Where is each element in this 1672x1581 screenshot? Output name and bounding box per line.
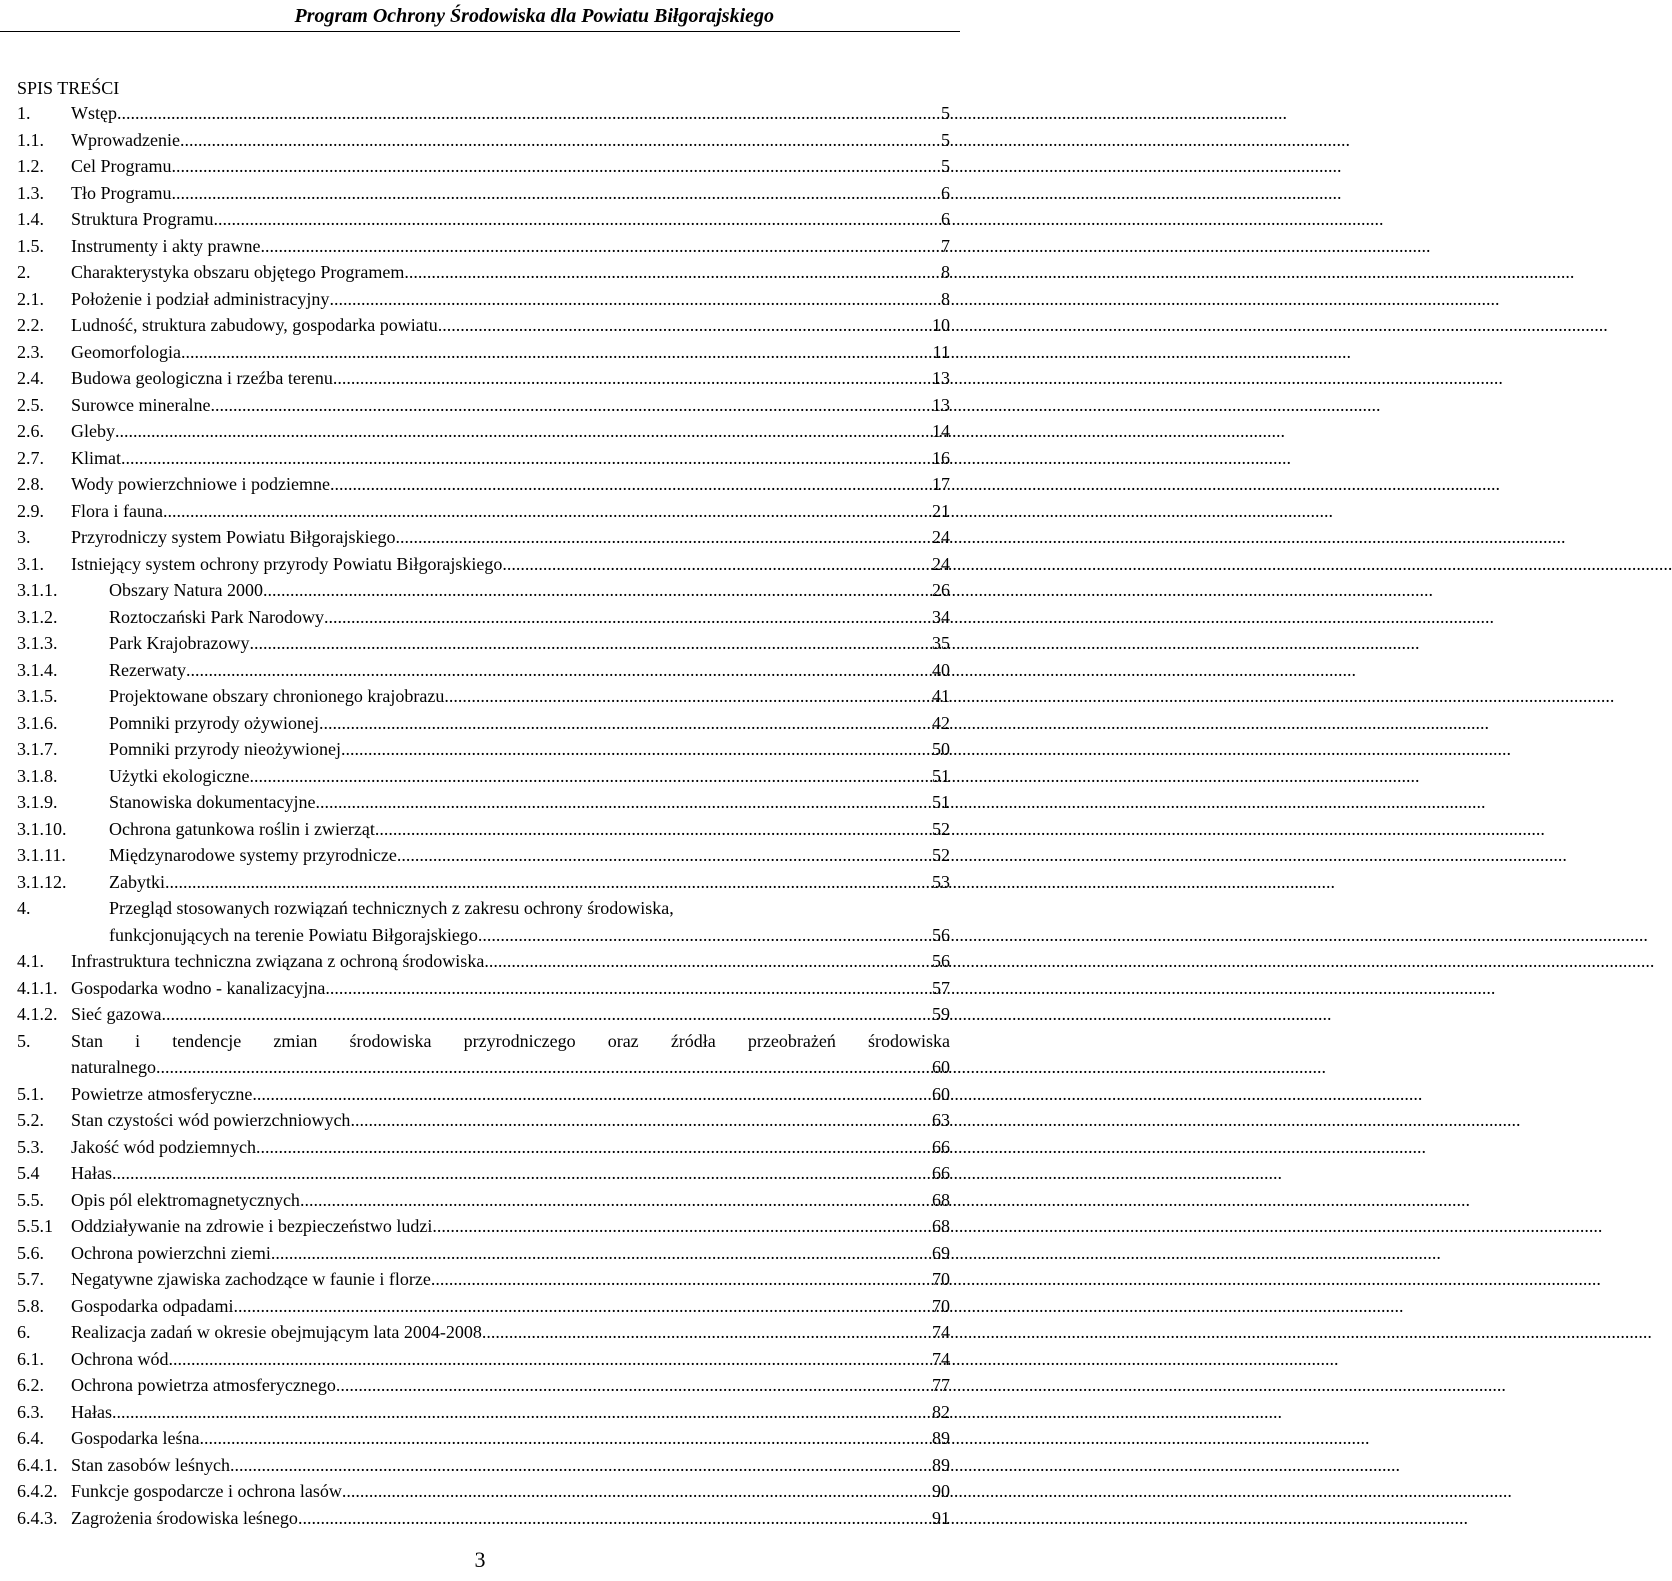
toc-entry[interactable]	[17, 524, 950, 551]
toc-entry-number: 6.2.	[17, 1375, 44, 1395]
toc-entry-title-continued: naturalnego	[71, 1057, 156, 1077]
toc-entry-page: 63	[932, 1110, 950, 1130]
toc-leader-dots	[172, 153, 940, 180]
toc-entry[interactable]	[17, 1081, 950, 1108]
toc-entry-number: 4.1.1.	[17, 977, 58, 998]
toc-entry-title: Rezerwaty	[109, 659, 186, 680]
toc-leader-dots	[271, 1240, 930, 1267]
toc-entry-page: 66	[932, 1136, 950, 1157]
toc-entry[interactable]	[17, 418, 950, 445]
toc-leader-dots	[256, 1134, 930, 1161]
toc-entry-title: Charakterystyka obszaru objętego Programem	[71, 262, 405, 282]
toc-entry-number: 6.4.1.	[17, 1454, 58, 1475]
toc-entry-page: 60	[932, 1083, 950, 1104]
toc-leader-dots	[341, 736, 930, 763]
toc-entry[interactable]	[17, 630, 950, 657]
toc-entry-number: 3.1.	[17, 553, 44, 574]
toc-leader-dots	[165, 869, 930, 896]
toc-entry-number: 3.1.7.	[17, 739, 58, 759]
toc-entry[interactable]	[17, 710, 950, 737]
toc-entry-page: 69	[932, 1242, 950, 1263]
toc-leader-dots	[115, 418, 930, 445]
toc-entry[interactable]	[17, 1001, 950, 1028]
toc-entry[interactable]	[17, 1319, 950, 1346]
toc-entry-title: Pomniki przyrody nieożywionej	[109, 739, 341, 759]
toc-entry-page: 50	[932, 739, 950, 759]
toc-leader-dots	[395, 524, 930, 551]
toc-entry-title: Tło Programu	[71, 182, 172, 203]
toc-entry[interactable]	[17, 895, 950, 948]
toc-leader-dots	[249, 763, 930, 790]
toc-leader-dots	[325, 975, 930, 1002]
toc-entry-page: 56	[932, 924, 950, 945]
toc-leader-dots	[121, 445, 930, 472]
toc-leader-dots	[375, 816, 930, 843]
toc-entry-page: 14	[932, 421, 950, 441]
toc-entry-page: 51	[932, 765, 950, 786]
toc-entry[interactable]	[17, 339, 950, 366]
toc-leader-dots	[404, 259, 939, 286]
page-number: 3	[474, 1547, 486, 1572]
toc-entry-title: Ochrona gatunkowa roślin i zwierząt	[109, 818, 375, 839]
toc-entry-title: Park Krajobrazowy	[109, 633, 250, 653]
toc-entry-title-continued: funkcjonujących na terenie Powiatu Biłgorajskiego	[109, 924, 478, 945]
toc-entry[interactable]	[17, 1478, 950, 1505]
toc-entry-number: 3.1.10.	[17, 818, 67, 839]
toc-entry-page: 24	[932, 553, 950, 574]
toc-entry[interactable]	[17, 1346, 950, 1373]
toc-entry-title: Surowce mineralne	[71, 394, 211, 415]
toc-entry[interactable]	[17, 1425, 950, 1452]
toc-entry-title: Powietrze atmosferyczne	[71, 1083, 253, 1104]
toc-entry-number: 5.	[17, 1030, 31, 1051]
toc-entry-page: 91	[932, 1507, 950, 1528]
toc-leader-dots	[431, 1266, 930, 1293]
toc-entry[interactable]	[17, 657, 950, 684]
toc-entry-number: 2.4.	[17, 368, 44, 388]
toc-entry-title: Pomniki przyrody ożywionej	[109, 712, 319, 733]
toc-entry-title: Położenie i podział administracyjny	[71, 288, 330, 309]
toc-entry-page: 13	[932, 368, 950, 388]
toc-leader-dots	[249, 630, 930, 657]
toc-entry-page: 51	[932, 792, 950, 812]
toc-entry-title: Klimat	[71, 447, 121, 468]
toc-entry[interactable]	[17, 577, 950, 604]
toc-entry-number: 5.7.	[17, 1269, 44, 1289]
toc-entry-page: 66	[932, 1163, 950, 1183]
toc-entry[interactable]	[17, 153, 950, 180]
toc-entry-number: 1.3.	[17, 182, 44, 203]
toc-entry-page: 11	[932, 341, 950, 362]
toc-leader-dots	[181, 339, 931, 366]
toc-entry-page: 5	[941, 103, 950, 123]
toc-entry-page: 74	[932, 1348, 950, 1369]
toc-entry-number: 5.2.	[17, 1110, 44, 1130]
toc-entry-title: Stanowiska dokumentacyjne	[109, 792, 316, 812]
toc-entry[interactable]	[17, 551, 950, 578]
toc-entry-number: 2.1.	[17, 288, 44, 309]
toc-leader-dots	[230, 1452, 930, 1479]
toc-leader-dots	[186, 657, 930, 684]
toc-entry-title: Oddziaływanie na zdrowie i bezpieczeństwo ludzi	[71, 1216, 433, 1236]
toc-entry-number: 5.5.1	[17, 1216, 53, 1236]
toc-entry-number: 2.5.	[17, 394, 44, 415]
toc-entry-title: Obszary Natura 2000	[109, 580, 263, 600]
toc-leader-dots	[333, 365, 930, 392]
toc-entry-number: 3.1.9.	[17, 792, 58, 812]
toc-entry-number: 1.1.	[17, 129, 44, 150]
toc-entry-page: 16	[932, 447, 950, 468]
toc-entry-page: 89	[932, 1454, 950, 1475]
toc-entry-number: 4.1.2.	[17, 1004, 58, 1024]
toc-entry-number: 6.4.3.	[17, 1507, 58, 1528]
toc-entry-title: Funkcje gospodarcze i ochrona lasów	[71, 1481, 342, 1501]
toc-entry-number: 1.4.	[17, 209, 44, 229]
toc-entry-page: 26	[932, 580, 950, 600]
toc-entry-title: Infrastruktura techniczna związana z ochroną środowiska	[71, 951, 485, 971]
toc-entry-page: 53	[932, 871, 950, 892]
toc-entry-page: 42	[932, 712, 950, 733]
toc-entry[interactable]	[17, 1372, 950, 1399]
toc-entry-page: 68	[932, 1216, 950, 1236]
toc-leader-dots	[180, 127, 939, 154]
toc-entry-number: 2.6.	[17, 421, 44, 441]
toc-entry[interactable]	[17, 869, 950, 896]
toc-entry-number: 3.1.11.	[17, 845, 66, 865]
toc-entry[interactable]	[17, 127, 950, 154]
toc-leader-dots	[482, 1319, 930, 1346]
toc-entry-page: 6	[941, 182, 950, 203]
toc-leader-dots	[263, 577, 930, 604]
toc-entry-title: Ludność, struktura zabudowy, gospodarka powiatu	[71, 315, 438, 335]
toc-leader-dots	[397, 842, 930, 869]
toc-entry-number: 3.1.6.	[17, 712, 58, 733]
toc-entry-number: 6.1.	[17, 1348, 44, 1369]
toc-entry-title: Stan zasobów leśnych	[71, 1454, 230, 1475]
toc-entry-number: 4.1.	[17, 951, 44, 971]
toc-entry-number: 1.5.	[17, 235, 44, 256]
toc-entry-title: Instrumenty i akty prawne	[71, 235, 261, 256]
toc-entry-title: Ochrona wód	[71, 1348, 169, 1369]
toc-entry-number: 3.1.5.	[17, 686, 58, 706]
toc-leader-dots	[210, 392, 930, 419]
toc-entry[interactable]	[17, 1505, 950, 1532]
toc-entry[interactable]	[17, 1028, 950, 1081]
toc-entry-title: Hałas	[71, 1163, 112, 1183]
toc-entry-title: Hałas	[71, 1401, 112, 1422]
header-title: Program Ochrony Środowiska dla Powiatu Biłgorajskiego	[294, 5, 774, 27]
toc-entry-page: 90	[932, 1481, 950, 1501]
toc-entry[interactable]	[17, 842, 950, 869]
toc-leader-dots	[112, 1160, 930, 1187]
toc-entry[interactable]	[17, 789, 950, 816]
toc-entry-number: 3.	[17, 527, 31, 547]
toc-entry-title: Roztoczański Park Narodowy	[109, 606, 324, 627]
toc-leader-dots	[330, 471, 930, 498]
toc-entry-page: 6	[941, 209, 950, 229]
toc-entry[interactable]	[17, 1187, 950, 1214]
toc-entry[interactable]	[17, 736, 950, 763]
toc-leader-dots	[252, 1081, 930, 1108]
toc-entry-title: Realizacja zadań w okresie obejmującym lata 2004-2008	[71, 1322, 482, 1342]
toc-entry[interactable]	[17, 259, 950, 286]
toc-entry-title: Ochrona powietrza atmosferycznego	[71, 1375, 336, 1395]
toc-entry-number: 3.1.12.	[17, 871, 67, 892]
toc-leader-dots	[502, 551, 930, 578]
toc-entry[interactable]	[17, 1293, 950, 1320]
toc-entry-number: 2.3.	[17, 341, 44, 362]
toc-entry[interactable]	[17, 392, 950, 419]
toc-entry-title: Budowa geologiczna i rzeźba terenu	[71, 368, 333, 388]
toc-entry-number: 5.1.	[17, 1083, 44, 1104]
toc-entry-page: 70	[932, 1295, 950, 1316]
toc-entry[interactable]	[17, 471, 950, 498]
toc-entry-page: 5	[941, 129, 950, 150]
toc-entry-title: Ochrona powierzchni ziemi	[71, 1242, 271, 1263]
toc-entry-title: Międzynarodowe systemy przyrodnicze	[109, 845, 397, 865]
toc-leader-dots	[432, 1213, 930, 1240]
toc-leader-dots	[300, 1187, 930, 1214]
toc-entry-number: 3.1.8.	[17, 765, 58, 786]
toc-leader-dots	[336, 1372, 930, 1399]
toc-entry-page: 70	[932, 1269, 950, 1289]
toc-leader-dots	[319, 710, 930, 737]
toc-entry[interactable]	[17, 1134, 950, 1161]
toc-entry-page: 89	[932, 1428, 950, 1448]
toc-entry-number: 2.9.	[17, 500, 44, 521]
toc-entry[interactable]	[17, 445, 950, 472]
toc-entry[interactable]	[17, 1240, 950, 1267]
toc-entry-number: 3.1.3.	[17, 633, 58, 653]
toc-entry-number: 1.	[17, 103, 31, 123]
toc-entry-number: 3.1.2.	[17, 606, 58, 627]
toc-entry-page: 8	[941, 262, 950, 282]
toc-leader-dots	[329, 286, 939, 313]
toc-entry-number: 5.3.	[17, 1136, 44, 1157]
toc-entry-number: 5.6.	[17, 1242, 44, 1263]
toc-entry-title: Struktura Programu	[71, 209, 214, 229]
toc-entry-title: Stan i tendencje zmian środowiska przyrodniczego oraz źródła przeobrażeń środowiska	[71, 1030, 950, 1051]
toc-entry[interactable]	[17, 816, 950, 843]
toc-entry[interactable]	[17, 233, 950, 260]
toc-entry-title: Gleby	[71, 421, 115, 441]
toc-entry-number: 2.8.	[17, 474, 44, 494]
toc-leader-dots	[324, 604, 930, 631]
toc-leader-dots	[156, 1054, 930, 1081]
toc-entry[interactable]	[17, 1107, 950, 1134]
toc-leader-dots	[315, 789, 930, 816]
toc-entry-title: Zagrożenia środowiska leśnego	[71, 1507, 298, 1528]
toc-entry-page: 57	[932, 977, 950, 998]
toc-leader-dots	[342, 1478, 930, 1505]
toc-leader-dots	[233, 1293, 930, 1320]
toc-entry-title: Przyrodniczy system Powiatu Biłgorajskiego	[71, 527, 396, 547]
toc-entry-number: 2.2.	[17, 315, 44, 335]
toc-entry[interactable]	[17, 180, 950, 207]
toc-entry-page: 77	[932, 1375, 950, 1395]
toc-entry-title: Negatywne zjawiska zachodzące w faunie i florze	[71, 1269, 431, 1289]
toc-entry-page: 59	[932, 1004, 950, 1024]
toc-entry-title: Gospodarka leśna	[71, 1428, 200, 1448]
toc-entry-title: Flora i fauna	[71, 500, 163, 521]
toc-entry-number: 6.4.	[17, 1428, 44, 1448]
toc-entry-number: 4.	[17, 898, 31, 918]
toc-entry[interactable]	[17, 100, 950, 127]
toc-entry-page: 41	[932, 686, 950, 706]
toc-entry-page: 52	[932, 845, 950, 865]
table-of-contents	[17, 100, 950, 1531]
toc-entry-number: 6.4.2.	[17, 1481, 58, 1501]
toc-entry[interactable]	[17, 1399, 950, 1426]
toc-entry-number: 5.8.	[17, 1295, 44, 1316]
toc-entry[interactable]	[17, 365, 950, 392]
toc-entry-title: Użytki ekologiczne	[109, 765, 250, 786]
page-header	[0, 0, 960, 32]
toc-leader-dots	[298, 1505, 930, 1532]
toc-entry[interactable]	[17, 1213, 950, 1240]
toc-entry-title: Geomorfologia	[71, 341, 181, 362]
toc-entry-title: Wprowadzenie	[71, 129, 180, 150]
toc-leader-dots	[444, 683, 930, 710]
toc-entry-number: 2.	[17, 262, 31, 282]
toc-entry-number: 5.5.	[17, 1189, 44, 1210]
toc-leader-dots	[161, 1001, 930, 1028]
toc-entry-page: 68	[932, 1189, 950, 1210]
toc-entry-page: 21	[932, 500, 950, 521]
toc-leader-dots	[199, 1425, 930, 1452]
toc-entry-page: 13	[932, 394, 950, 415]
toc-entry-page: 17	[932, 474, 950, 494]
toc-entry-page: 8	[941, 288, 950, 309]
toc-entry-title: Stan czystości wód powierzchniowych	[71, 1110, 351, 1130]
toc-leader-dots	[112, 1399, 930, 1426]
toc-leader-dots	[350, 1107, 930, 1134]
toc-leader-dots	[260, 233, 939, 260]
toc-entry-title: Projektowane obszary chronionego krajobrazu	[109, 686, 445, 706]
toc-entry-number: 2.7.	[17, 447, 44, 468]
toc-leader-dots	[168, 1346, 930, 1373]
toc-entry[interactable]	[17, 763, 950, 790]
toc-entry[interactable]	[17, 604, 950, 631]
toc-entry[interactable]	[17, 286, 950, 313]
toc-entry-page: 40	[932, 659, 950, 680]
toc-entry[interactable]	[17, 683, 950, 710]
toc-leader-dots	[172, 180, 940, 207]
toc-entry-title: Gospodarka wodno - kanalizacyjna	[71, 977, 326, 998]
toc-entry-title: Sieć gazowa	[71, 1004, 162, 1024]
toc-entry-title: Istniejący system ochrony przyrody Powiatu Biłgorajskiego	[71, 553, 503, 574]
toc-entry-title: Gospodarka odpadami	[71, 1295, 234, 1316]
toc-leader-dots	[117, 100, 939, 127]
toc-entry[interactable]	[17, 206, 950, 233]
toc-entry-page: 24	[932, 527, 950, 547]
toc-entry-number: 6.	[17, 1322, 31, 1342]
toc-entry-page: 10	[932, 315, 950, 335]
toc-entry[interactable]	[17, 498, 950, 525]
toc-entry[interactable]	[17, 1452, 950, 1479]
toc-entry[interactable]	[17, 312, 950, 339]
toc-leader-dots	[163, 498, 930, 525]
toc-entry-number: 3.1.4.	[17, 659, 58, 680]
toc-entry-page: 52	[932, 818, 950, 839]
toc-entry-number: 3.1.1.	[17, 580, 58, 600]
toc-entry-title: Zabytki	[109, 871, 165, 892]
toc-leader-dots	[484, 948, 930, 975]
toc-leader-dots	[438, 312, 930, 339]
toc-entry-title: Opis pól elektromagnetycznych	[71, 1189, 300, 1210]
toc-entry-page: 74	[932, 1322, 950, 1342]
toc-entry-title: Przegląd stosowanych rozwiązań technicznych z zakresu ochrony środowiska,	[109, 898, 674, 918]
toc-entry-number: 1.2.	[17, 156, 44, 176]
toc-entry[interactable]	[17, 1160, 950, 1187]
toc-entry-page: 82	[932, 1401, 950, 1422]
toc-leader-dots	[213, 206, 939, 233]
toc-heading: SPIS TREŚCI	[17, 78, 120, 98]
toc-entry-page: 5	[941, 156, 950, 176]
toc-entry[interactable]	[17, 975, 950, 1002]
toc-entry-page: 60	[932, 1057, 950, 1077]
toc-entry-page: 35	[932, 633, 950, 653]
toc-entry-title: Wstęp	[71, 103, 117, 123]
toc-leader-dots	[478, 922, 930, 949]
toc-entry-title: Jakość wód podziemnych	[71, 1136, 256, 1157]
toc-entry-page: 34	[932, 606, 950, 627]
toc-entry-number: 5.4	[17, 1163, 40, 1183]
toc-entry[interactable]	[17, 948, 950, 975]
toc-entry-page: 56	[932, 951, 950, 971]
toc-entry-title: Wody powierzchniowe i podziemne	[71, 474, 330, 494]
toc-entry-number: 6.3.	[17, 1401, 44, 1422]
toc-entry-page: 7	[941, 235, 950, 256]
toc-entry-title: Cel Programu	[71, 156, 172, 176]
toc-entry[interactable]	[17, 1266, 950, 1293]
